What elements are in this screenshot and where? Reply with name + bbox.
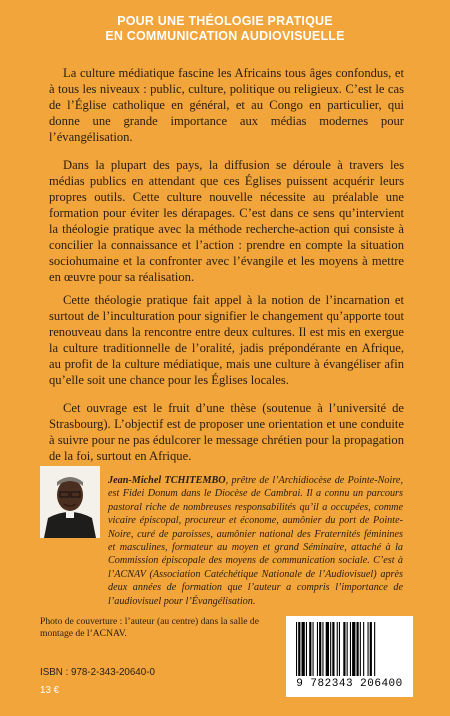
author-bio xyxy=(108,474,403,608)
barcode-bar xyxy=(326,622,329,676)
blurb-paragraph: Cette théologie pratique fait appel à la notion de l’incarnation et surtout de l’inculturation pour signifier le changement qu’apporte tout renouveau dans la rencontre entre deux cultures. Il est mis en exergue la culture traditionnelle de l’oralité, jadis prépondérante en Afrique, au profit de la culture médiatique, mais une culture à évangéliser afin qu’elle soit une chance pour les Églises locales. xyxy=(49,293,404,387)
barcode-number: 9 782343 206400 xyxy=(296,678,403,690)
title-line-1: POUR UNE THÉOLOGIE PRATIQUE xyxy=(117,14,333,28)
title-line-2: EN COMMUNICATION AUDIOVISUELLE xyxy=(105,29,345,43)
blurb-paragraph: Cet ouvrage est le fruit d’une thèse (soutenue à l’université de Strasbourg). L’objectif est de proposer une orientation et une conduite à suivre pour ne pas édulcorer le message chrétien pour la propagation de la foi, surtout en Afrique. xyxy=(49,401,404,463)
barcode xyxy=(286,616,413,697)
author-photo xyxy=(40,466,100,538)
barcode-bar xyxy=(347,622,348,676)
barcode-bar xyxy=(363,622,364,676)
barcode-bar xyxy=(357,622,359,676)
barcode-bar xyxy=(350,622,351,676)
barcode-bar xyxy=(352,622,355,676)
barcode-bar xyxy=(368,622,369,676)
barcode-bar xyxy=(322,622,323,676)
barcode-bar xyxy=(370,622,372,676)
book-title xyxy=(0,14,450,44)
barcode-bar xyxy=(298,622,300,676)
photo-caption: Photo de couverture : l’auteur (au centre) dans la salle de montage de l’ACNAV. xyxy=(40,616,259,639)
author-name: Jean-Michel TCHITEMBO xyxy=(108,475,226,486)
barcode-bar xyxy=(360,622,361,676)
barcode-bar xyxy=(306,622,307,676)
barcode-bar xyxy=(330,622,331,676)
price: 13 € xyxy=(40,685,60,696)
barcode-bar xyxy=(339,622,340,676)
barcode-bars-icon xyxy=(294,622,405,676)
author-bio-text: , prêtre de l’Archidiocèse de Pointe-Noire, est Fidei Donum dans le Diocèse de Cambrai. Il a connu un parcours pastoral riche de nombreuses responsabilités qu’il a occupées, comme vicaire épiscopal, procureur et économe, aumônier du port de Pointe-Noire, curé de paroisses, aumônier national des Fraternités féminines et masculines, formateur au moyen et grand Séminaire, attaché à la Commission épiscopale des moyens de communication sociale. C’est à l’ACNAV (Association Catéchétique Nationale de l’Audiovisuel) après deux années de formation que l’auteur a compris l’importance de l’audiovisuel pour l’Évangélisation. xyxy=(108,475,403,607)
blurb-paragraph: Dans la plupart des pays, la diffusion se déroule à travers les médias publics en attendant que ces Églises puissent acquérir leurs propres outils. Cette culture nouvelle nécessite au préalable une formation pour éviter les dérapages. C’est dans ce sens qu’intervient la théologie pratique avec la méthode recherche-action qui consiste à concilier la connaissance et l’action : prendre en compte la situation sociohumaine et la confronter avec l’évangile et les moyens à mettre en œuvre pour sa réalisation. xyxy=(49,158,404,284)
barcode-bar xyxy=(374,622,375,676)
barcode-bar xyxy=(337,622,338,676)
barcode-bar xyxy=(319,622,321,676)
barcode-bar xyxy=(309,622,311,676)
blurb xyxy=(49,65,404,464)
barcode-bar xyxy=(313,622,314,676)
barcode-bar xyxy=(332,622,334,676)
barcode-bar xyxy=(302,622,305,676)
author-portrait-icon xyxy=(40,466,100,538)
blurb-paragraph: La culture médiatique fascine les Africains tous âges confondus, et à tous les niveaux : public, culture, politique ou religieux. C’est le cas de l’Église catholique en général, et au Congo en particulier, qui donne une grande importance aux médias modernes pour l’évangélisation. xyxy=(49,66,404,144)
isbn: ISBN : 978-2-343-20640-0 xyxy=(40,667,155,678)
barcode-bar xyxy=(317,622,318,676)
barcode-bar xyxy=(296,622,297,676)
barcode-bar xyxy=(343,622,345,676)
